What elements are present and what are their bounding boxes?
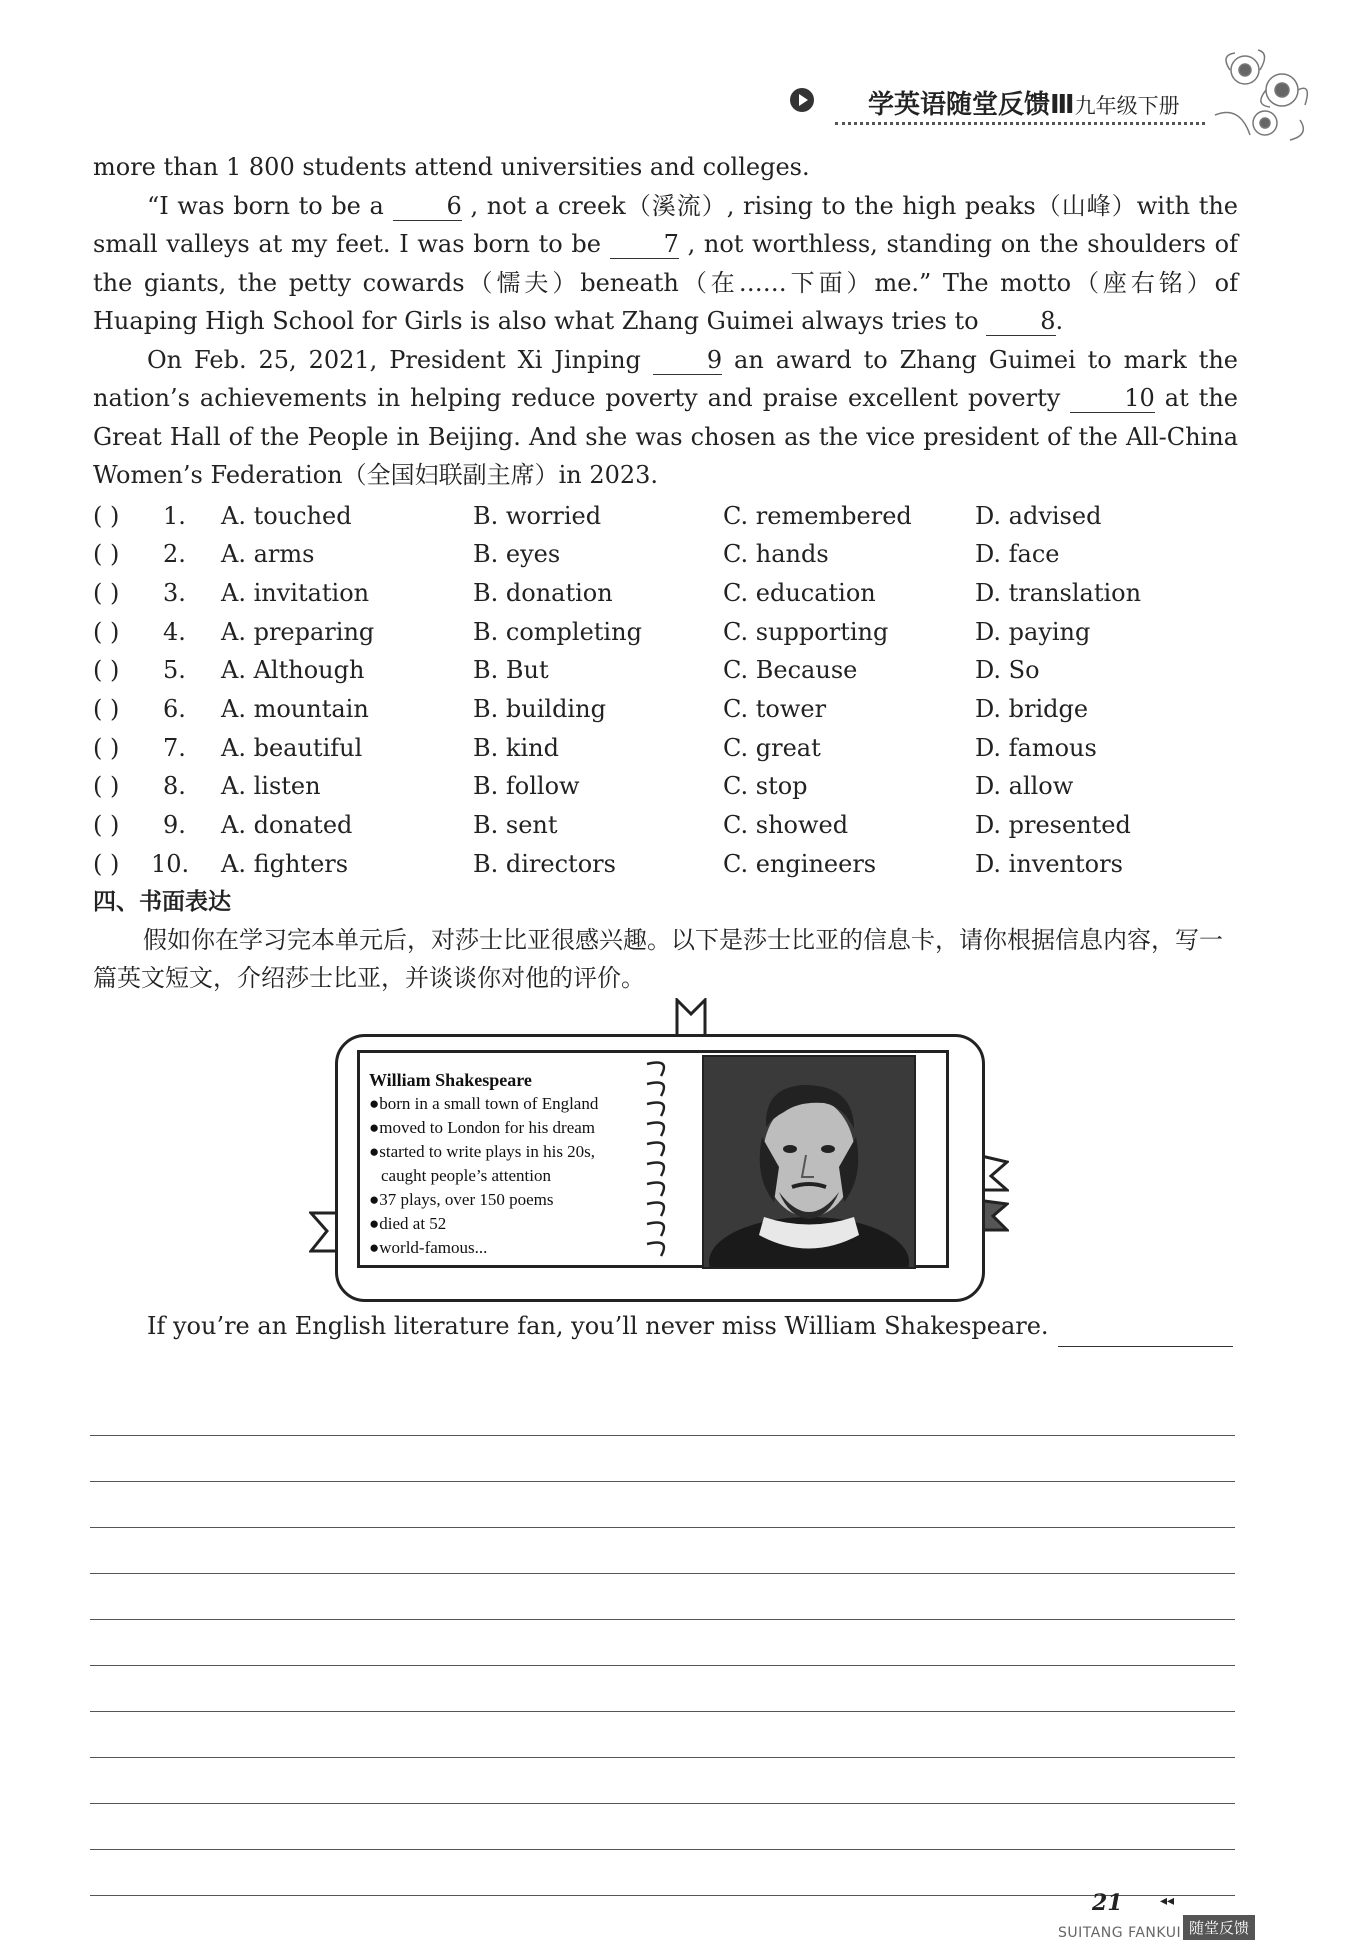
option-a: A. donated bbox=[221, 811, 353, 839]
option-c: C. remembered bbox=[723, 501, 912, 530]
answer-paren[interactable]: ( ) bbox=[93, 617, 120, 646]
option-row bbox=[93, 690, 1238, 729]
passage-paragraph-2: “I was born to be a 6 , not a creek（溪流）, rising to the high peaks（山峰）with the small valleys at my feet. I was born to be 7 , not worthless, standing on the shoulders of the giants, the petty cowards（懦夫）beneath（在……下面）me.” The motto（座右铭）of Huaping High School for Girls is also what Zhang Guimei always tries to 8. bbox=[93, 191, 1239, 335]
option-d: D. advised bbox=[975, 501, 1102, 530]
answer-paren[interactable]: ( ) bbox=[93, 733, 120, 762]
passage-paragraph-3: On Feb. 25, 2021, President Xi Jinping 9 an award to Zhang Guimei to mark the nation’s achievements in helping reduce poverty and praise excellent poverty 10 at the Great Hall of the People in Beijing. And she was chosen as the vice president of the All-China Women’s Federation（全国妇联副主席）in 2023. bbox=[93, 345, 1238, 489]
writing-line[interactable] bbox=[90, 1666, 1235, 1712]
option-row bbox=[93, 845, 1238, 884]
answer-blank-9[interactable]: 9 bbox=[653, 346, 722, 375]
option-b: B. kind bbox=[473, 733, 559, 762]
answer-paren[interactable]: ( ) bbox=[93, 811, 120, 839]
info-card bbox=[335, 1034, 985, 1304]
option-b: B. donation bbox=[473, 578, 613, 607]
option-c: C. tower bbox=[723, 694, 827, 723]
option-row bbox=[93, 574, 1238, 613]
writing-line[interactable] bbox=[90, 1574, 1235, 1620]
writing-line[interactable] bbox=[90, 1712, 1235, 1758]
option-a: A. invitation bbox=[221, 578, 370, 607]
page-number: 21 bbox=[1092, 1890, 1123, 1916]
writing-line[interactable] bbox=[90, 1482, 1235, 1528]
option-d: D. inventors bbox=[975, 849, 1123, 878]
option-b: B. directors bbox=[473, 849, 616, 878]
option-c: C. education bbox=[723, 578, 876, 607]
option-c: C. engineers bbox=[723, 849, 877, 878]
arrow-icon: ◂◂ bbox=[1160, 1893, 1175, 1909]
question-number: 5. bbox=[163, 656, 186, 685]
card-fact: ●moved to London for his dream bbox=[369, 1118, 596, 1137]
writing-line[interactable] bbox=[90, 1620, 1235, 1666]
answer-blank-7[interactable]: 7 bbox=[610, 230, 679, 259]
option-a: A. beautiful bbox=[221, 733, 363, 762]
option-d: D. bridge bbox=[975, 694, 1089, 723]
card-fact: ●started to write plays in his 20s, bbox=[369, 1142, 596, 1161]
card-name: William Shakespeare bbox=[369, 1070, 532, 1090]
question-number: 8. bbox=[163, 772, 186, 801]
writing-area[interactable] bbox=[90, 1390, 1235, 1896]
card-fact: ●born in a small town of England bbox=[369, 1094, 599, 1113]
option-row bbox=[93, 729, 1238, 768]
question-number: 9. bbox=[163, 811, 186, 839]
option-row bbox=[93, 613, 1238, 652]
answer-paren[interactable]: ( ) bbox=[93, 578, 120, 607]
answer-paren[interactable]: ( ) bbox=[93, 849, 120, 878]
answer-paren[interactable]: ( ) bbox=[93, 694, 120, 723]
question-number: 2. bbox=[163, 540, 186, 569]
footer-tag: 随堂反馈 bbox=[1183, 1915, 1255, 1940]
flower-decoration-icon bbox=[1210, 45, 1320, 145]
option-a: A. Although bbox=[221, 656, 365, 685]
question-number: 4. bbox=[163, 617, 186, 646]
writing-line[interactable] bbox=[90, 1804, 1235, 1850]
option-row bbox=[93, 767, 1238, 806]
answer-paren[interactable]: ( ) bbox=[93, 772, 120, 801]
option-a: A. arms bbox=[221, 540, 315, 569]
answer-options bbox=[93, 497, 1238, 884]
reading-passage bbox=[93, 148, 1238, 997]
option-b: B. follow bbox=[473, 772, 580, 801]
writing-start-line[interactable] bbox=[1058, 1346, 1233, 1347]
option-d: D. paying bbox=[975, 617, 1091, 646]
option-b: B. But bbox=[473, 656, 549, 685]
question-number: 10. bbox=[151, 849, 190, 878]
option-a: A. mountain bbox=[221, 694, 369, 723]
answer-blank-6[interactable]: 6 bbox=[393, 192, 462, 221]
option-row bbox=[93, 651, 1238, 690]
option-c: C. great bbox=[723, 733, 821, 762]
option-b: B. sent bbox=[473, 811, 558, 839]
play-icon bbox=[790, 88, 814, 112]
question-number: 7. bbox=[163, 733, 186, 762]
card-fact: ●world-famous... bbox=[369, 1238, 488, 1257]
option-c: C. supporting bbox=[723, 617, 889, 646]
option-d: D. So bbox=[975, 656, 1040, 685]
option-c: C. stop bbox=[723, 772, 808, 801]
card-facts bbox=[369, 1068, 659, 1260]
answer-paren[interactable]: ( ) bbox=[93, 540, 120, 569]
book-subtitle: 九年级下册 bbox=[1074, 94, 1180, 118]
question-number: 3. bbox=[163, 578, 186, 607]
question-number: 6. bbox=[163, 694, 186, 723]
question-number: 1. bbox=[163, 501, 186, 530]
page-header bbox=[780, 76, 1220, 126]
option-a: A. fighters bbox=[221, 849, 349, 878]
option-d: D. face bbox=[975, 540, 1060, 569]
section-title: 四、书面表达 bbox=[93, 889, 231, 916]
option-b: B. worried bbox=[473, 501, 602, 530]
option-a: A. preparing bbox=[221, 617, 375, 646]
option-b: B. completing bbox=[473, 617, 642, 646]
answer-paren[interactable]: ( ) bbox=[93, 656, 120, 685]
shakespeare-portrait bbox=[702, 1055, 916, 1269]
option-c: C. hands bbox=[723, 540, 829, 569]
card-fact: ●37 plays, over 150 poems bbox=[369, 1190, 554, 1209]
spiral-binding-icon bbox=[641, 1054, 681, 1264]
writing-line[interactable] bbox=[90, 1528, 1235, 1574]
option-row bbox=[93, 806, 1238, 845]
answer-blank-10[interactable]: 10 bbox=[1070, 384, 1155, 413]
option-d: D. presented bbox=[975, 811, 1131, 839]
option-b: B. eyes bbox=[473, 540, 561, 569]
card-fact: caught people’s attention bbox=[381, 1166, 551, 1185]
writing-line[interactable] bbox=[90, 1390, 1235, 1436]
option-c: C. Because bbox=[723, 656, 858, 685]
option-b: B. building bbox=[473, 694, 606, 723]
footer-brand: SUITANG FANKUI bbox=[1058, 1925, 1182, 1941]
option-d: D. translation bbox=[975, 578, 1142, 607]
option-a: A. touched bbox=[221, 501, 352, 530]
header-divider bbox=[835, 122, 1205, 125]
option-row bbox=[93, 497, 1238, 536]
answer-blank-8[interactable]: 8 bbox=[986, 307, 1055, 336]
card-fact: ●died at 52 bbox=[369, 1214, 447, 1233]
option-d: D. allow bbox=[975, 772, 1074, 801]
option-c: C. showed bbox=[723, 811, 849, 839]
passage-line: more than 1 800 students attend universities and colleges. bbox=[93, 153, 810, 181]
option-d: D. famous bbox=[975, 733, 1097, 762]
option-a: A. listen bbox=[221, 772, 321, 801]
writing-prompt: If you’re an English literature fan, you’ll never miss William Shakespeare. bbox=[147, 1312, 1049, 1340]
writing-line[interactable] bbox=[90, 1850, 1235, 1896]
book-title: 学英语随堂反馈Ⅲ九年级下册 bbox=[868, 90, 1180, 120]
answer-paren[interactable]: ( ) bbox=[93, 501, 120, 530]
option-row bbox=[93, 535, 1238, 574]
writing-line[interactable] bbox=[90, 1436, 1235, 1482]
writing-instruction: 假如你在学习完本单元后，对莎士比亚很感兴趣。以下是莎士比亚的信息卡，请你根据信息内容，写一篇英文短文，介绍莎士比亚，并谈谈你对他的评价。 bbox=[93, 926, 1223, 993]
writing-line[interactable] bbox=[90, 1758, 1235, 1804]
